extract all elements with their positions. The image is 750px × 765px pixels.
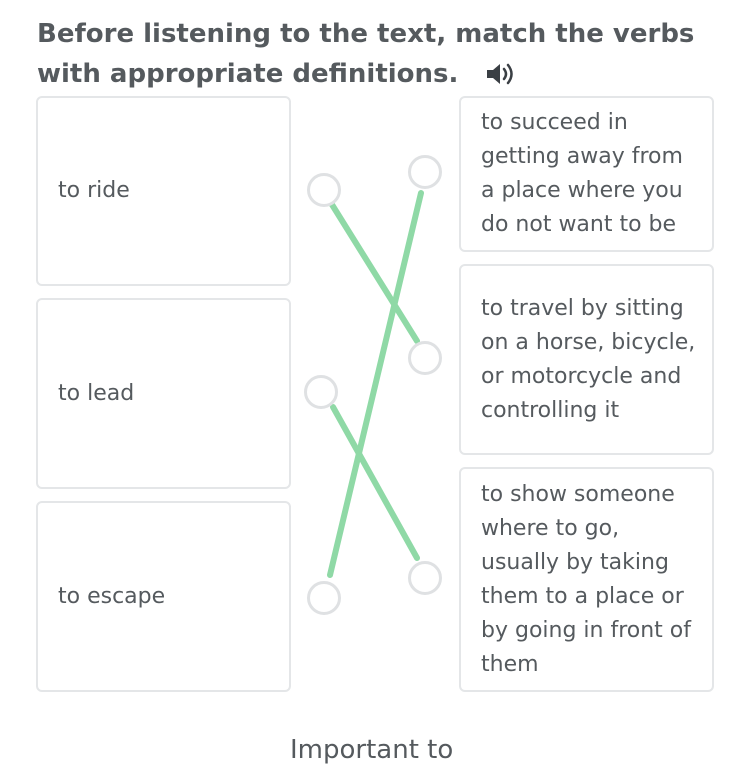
match-line-lead bbox=[333, 407, 417, 558]
match-line-escape bbox=[330, 193, 421, 575]
instructions-text: Before listening to the text, match the verbs with appropriate definitions. bbox=[37, 19, 695, 89]
verb-label: to ride bbox=[58, 178, 130, 203]
connector-left-escape[interactable] bbox=[307, 581, 341, 615]
connector-right-ride[interactable] bbox=[408, 341, 442, 375]
definition-text: to show someone where to go, usually by taking them to a place or by going in front of them bbox=[481, 481, 691, 677]
verb-label: to escape bbox=[58, 583, 166, 609]
definition-text: to succeed in getting away from a place where you do not want to be bbox=[481, 110, 683, 237]
definition-text: to travel by sitting on a horse, bicycle, or motorcycle and controlling it bbox=[481, 295, 696, 423]
verb-label: to lead bbox=[58, 380, 135, 406]
connector-left-ride[interactable] bbox=[307, 173, 341, 207]
connector-right-lead[interactable] bbox=[408, 561, 442, 595]
connector-left-lead[interactable] bbox=[304, 375, 338, 409]
next-section-heading: Important to bbox=[290, 735, 454, 765]
connector-right-escape[interactable] bbox=[408, 155, 442, 189]
